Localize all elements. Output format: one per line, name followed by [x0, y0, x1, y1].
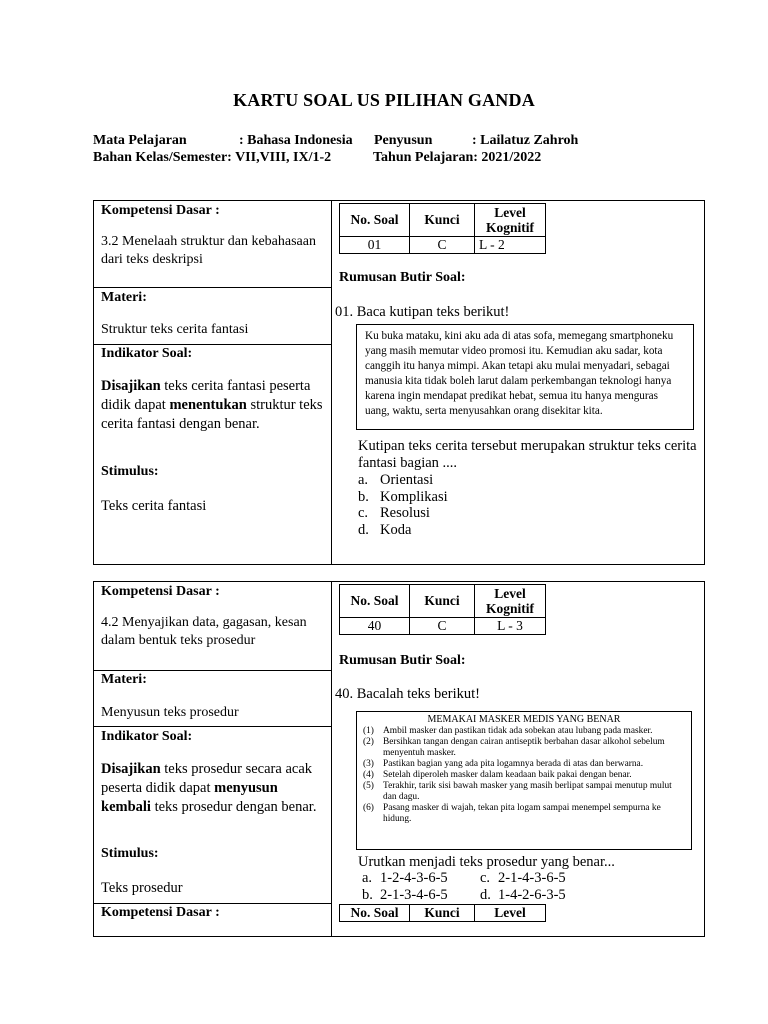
kompetensi-text: 3.2 Menelaah struktur dan kebahasaan dari teks deskripsi [101, 234, 316, 267]
materi-label: Materi: [101, 672, 147, 687]
option-b: b. Komplikasi [358, 489, 448, 505]
option-c: c. 2-1-4-3-6-5 [480, 870, 566, 886]
indikator-label: Indikator Soal: [101, 729, 193, 744]
passage-box: Ku buka mataku, kini aku ada di atas sofa, memegang smartphoneku yang masih memutar video promosi itu. Kemudian aku sadar, kota canggih itu hanya mimpi. Akan tetapi aku mulai menyadari, sebagai manusia kita tidak boleh larut dalam perkembangan teknologi hanya karena ingin mendapat predikat hebat, semua itu hanya menguras uang, waktu, serta menyusahkan orang disekitar kita. [356, 324, 694, 430]
procedure-step: (2) Bersihkan tangan dengan cairan antiseptik berbahan dasar alkohol sebelum menyentuh masker. [363, 737, 665, 758]
question-stem: Kutipan teks cerita tersebut merupakan struktur teks cerita fantasi bagian .... [358, 438, 697, 471]
answer-key-table [339, 584, 546, 635]
level-header: Level [475, 905, 546, 922]
no-soal-header: No. Soal [340, 585, 410, 618]
row-separator [94, 903, 331, 904]
question-card-2 [93, 581, 705, 937]
penyusun-label: Penyusun [374, 133, 433, 148]
tahun-label: Tahun Pelajaran: 2021/2022 [373, 150, 542, 165]
kompetensi-label: Kompetensi Dasar : [101, 203, 220, 218]
level-header: Level Kognitif [475, 585, 546, 618]
penyusun-value: : Lailatuz Zahroh [472, 133, 579, 148]
procedure-step: (6) Pasang masker di wajah, tekan pita logam sampai menempel sempurna ke hidung. [363, 803, 661, 824]
indikator-text: Disajikan teks prosedur secara acak peserta didik dapat menyusun kembali teks prosedur dengan benar. [101, 761, 317, 815]
no-soal-header: No. Soal [340, 204, 410, 237]
stimulus-text: Teks prosedur [101, 880, 183, 896]
indikator-text: Disajikan teks cerita fantasi peserta didik dapat menentukan struktur teks cerita fantasi dengan benar. [101, 378, 323, 432]
kompetensi-label: Kompetensi Dasar : [101, 905, 220, 920]
question-card-1 [93, 200, 705, 565]
kelas-label: Bahan Kelas/Semester: VII,VIII, IX/1-2 [93, 150, 332, 165]
row-separator [94, 287, 331, 288]
option-d: d. 1-4-2-6-3-5 [480, 887, 566, 903]
question-stem: Urutkan menjadi teks prosedur yang benar... [358, 854, 615, 870]
row-separator [94, 344, 331, 345]
level-header: Level Kognitif [475, 204, 546, 237]
kompetensi-text: 4.2 Menyajikan data, gagasan, kesan dalam bentuk teks prosedur [101, 615, 307, 648]
materi-text: Menyusun teks prosedur [101, 705, 239, 720]
kunci-value: C [410, 618, 475, 635]
materi-label: Materi: [101, 290, 147, 305]
materi-text: Struktur teks cerita fantasi [101, 322, 249, 337]
option-d: d. Koda [358, 522, 412, 538]
stimulus-text: Teks cerita fantasi [101, 498, 207, 514]
procedure-step: (4) Setelah diperoleh masker dalam keadaan baik pakai dengan benar. [363, 770, 632, 780]
kunci-header: Kunci [410, 905, 475, 922]
level-value: L - 2 [475, 237, 546, 254]
option-a: a. Orientasi [358, 472, 434, 488]
no-soal-value: 40 [340, 618, 410, 635]
card-divider [331, 201, 332, 564]
level-value: L - 3 [475, 618, 546, 635]
row-separator [94, 726, 331, 727]
answer-key-table [339, 904, 546, 922]
stimulus-label: Stimulus: [101, 846, 159, 861]
option-b: b. 2-1-3-4-6-5 [362, 887, 448, 903]
page-title: KARTU SOAL US PILIHAN GANDA [233, 90, 535, 110]
question-text: 01. Baca kutipan teks berikut! [335, 304, 510, 320]
procedure-step: (3) Pastikan bagian yang ada pita logamnya berada di atas dan berwarna. [363, 759, 644, 769]
procedure-box [356, 711, 692, 850]
stimulus-label: Stimulus: [101, 464, 159, 479]
row-separator [94, 670, 331, 671]
kunci-header: Kunci [410, 204, 475, 237]
answer-key-table [339, 203, 546, 254]
mapel-label: Mata Pelajaran [93, 133, 187, 148]
indikator-label: Indikator Soal: [101, 346, 193, 361]
question-text: 40. Bacalah teks berikut! [335, 686, 480, 702]
procedure-step: (5) Terakhir, tarik sisi bawah masker yang masih berlipat sampai menutup mulut dan dagu. [363, 781, 672, 802]
no-soal-header: No. Soal [340, 905, 410, 922]
kompetensi-label: Kompetensi Dasar : [101, 584, 220, 599]
option-a: a. 1-2-4-3-6-5 [362, 870, 448, 886]
kunci-header: Kunci [410, 585, 475, 618]
procedure-step: (1) Ambil masker dan pastikan tidak ada sobekan atau lubang pada masker. [363, 726, 653, 736]
no-soal-value: 01 [340, 237, 410, 254]
kunci-value: C [410, 237, 475, 254]
card-divider [331, 582, 332, 936]
mapel-value: : Bahasa Indonesia [239, 133, 353, 148]
rumusan-label: Rumusan Butir Soal: [339, 653, 466, 668]
rumusan-label: Rumusan Butir Soal: [339, 270, 466, 285]
option-c: c. Resolusi [358, 505, 430, 521]
procedure-title: MEMAKAI MASKER MEDIS YANG BENAR [427, 714, 621, 725]
